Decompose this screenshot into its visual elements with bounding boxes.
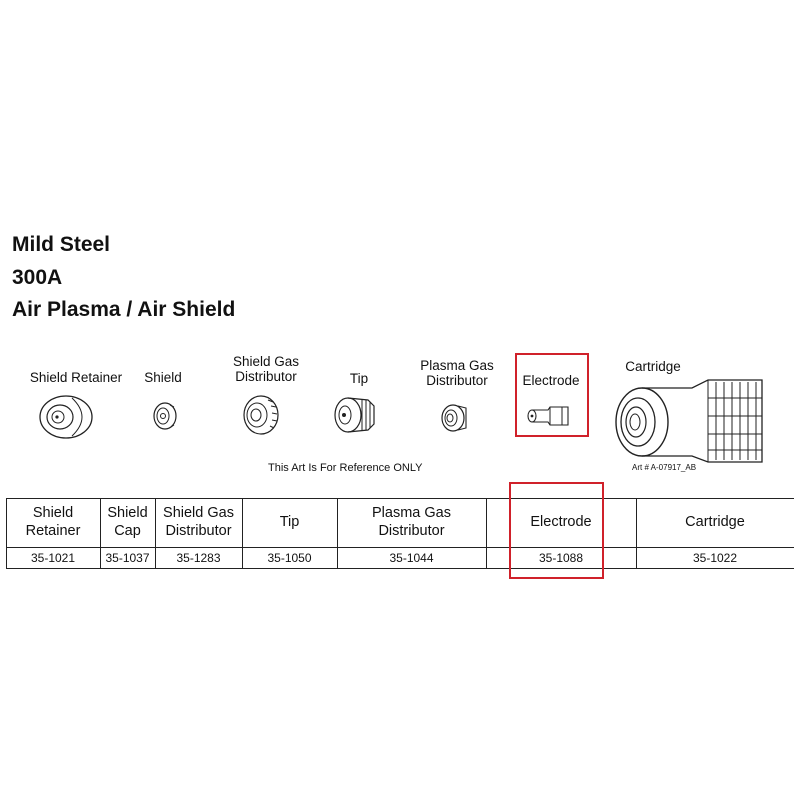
part-number-table <box>6 498 794 571</box>
table-cell-shield-cap-part: 35-1037 <box>105 551 150 565</box>
table-cell-tip-part: 35-1050 <box>267 551 312 565</box>
table-cell-plasma-gas-distributor-part: 35-1044 <box>389 551 434 565</box>
table-header-tip: Tip <box>279 514 300 531</box>
table-cell-cartridge-part: 35-1022 <box>692 551 738 565</box>
table-bottom-border <box>6 568 794 569</box>
reference-note: This Art Is For Reference ONLY <box>268 462 423 474</box>
table-header-shield-retainer: Shield Retainer <box>25 505 81 539</box>
table-cell-shield-retainer-part: 35-1021 <box>30 551 76 565</box>
table-header-plasma-gas-distributor: Plasma Gas Distributor <box>372 505 451 539</box>
shield-retainer-drawing <box>36 392 96 442</box>
table-header-shield-gas-distributor: Shield Gas Distributor <box>163 505 234 539</box>
heading-amperage: 300A <box>12 266 63 289</box>
electrode-table-highlight-box <box>509 482 604 579</box>
table-cell-electrode-part: 35-1088 <box>538 551 584 565</box>
part-label-shield-gas-distributor: Shield Gas Distributor <box>232 354 300 385</box>
tip-drawing <box>330 392 380 438</box>
table-cell-shield-gas-distributor-part: 35-1283 <box>176 551 221 565</box>
table-row-divider <box>6 547 794 548</box>
table-header-electrode: Electrode <box>530 514 592 531</box>
shield-drawing <box>150 399 180 433</box>
heading-gas-type: Air Plasma / Air Shield <box>12 298 236 321</box>
part-label-shield: Shield <box>144 370 182 385</box>
part-label-electrode: Electrode <box>522 373 580 388</box>
art-number: Art # A-07917_AB <box>632 463 697 472</box>
heading-material: Mild Steel <box>12 233 111 256</box>
shield-gas-distributor-drawing <box>240 392 282 438</box>
part-label-tip: Tip <box>349 371 369 386</box>
part-label-cartridge: Cartridge <box>625 359 681 374</box>
plasma-gas-distributor-drawing <box>438 402 470 434</box>
part-label-plasma-gas-distributor: Plasma Gas Distributor <box>420 358 494 389</box>
part-label-shield-retainer: Shield Retainer <box>29 370 123 385</box>
table-header-cartridge: Cartridge <box>685 514 745 531</box>
electrode-highlight-box <box>515 353 589 437</box>
table-header-shield-cap: Shield Cap <box>107 505 148 539</box>
cartridge-drawing <box>612 376 780 464</box>
